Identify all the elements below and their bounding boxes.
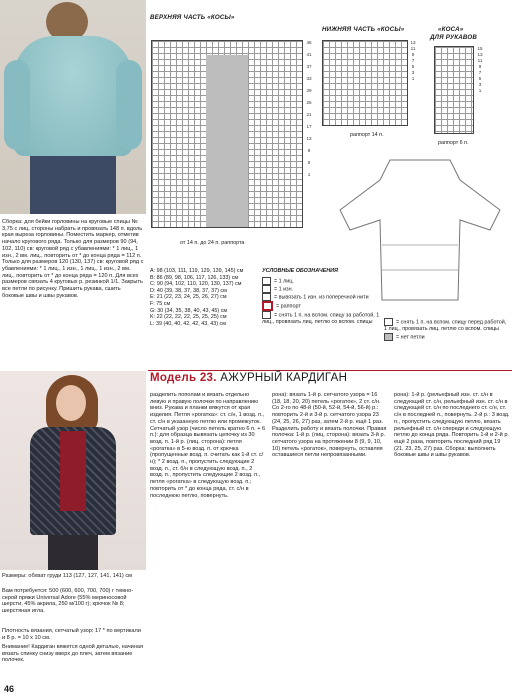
sleeve-cable-chart: [434, 46, 474, 134]
legend: [262, 268, 382, 325]
measurement-a: A: 98 (103, 111, 119, 129, 139, 145) см: [150, 268, 244, 274]
model-header-rule: [148, 370, 512, 371]
sweater-back: [14, 36, 132, 156]
measurement-l: L: 39 (40, 40, 42, 42, 43, 43) см: [150, 320, 226, 327]
instructions-column-2: рона): вязать 1-й р. сетчатого узора = 16 (18, 18, 20, 20) петель «рогаток», 2 ст. с/н. Со 2-го по 48-й (50-й, 52-й, 54-й, 56-й) р.: повторить 2-й и 3-й р. сетчатого узора 23 (24, 25, 26, 27) раз, затем 2-й р. ещё 1 раз. Разделить работу и вязать полочки. Правая полочка: 1-й р. (лиц. сторона): вязать 3-й р. сетчатого узора на протяжении 8 (9, 9, 10, 10) петель «рогаток», повернуть, оставляя оставшиеся петли непровязанными.: [272, 392, 387, 459]
sizes-text: Размеры: обхват груди 113 (127, 127, 141, 141) см: [2, 573, 132, 579]
sleeve-chart-row-numbers: 15 13 11 9 7 5 3 1: [477, 46, 483, 93]
attention-text: Внимание! Кардиган вяжется одной деталью, начиная вязать спинку снизу вверх до плеч, затем вязание полочек.: [2, 644, 143, 664]
upper-chart-shaded-area: [206, 55, 248, 227]
measurement-k: K: 22 (22, 22, 22, 25, 25, 25) см: [150, 314, 227, 321]
legend-item-repeat: = раппорт: [262, 301, 382, 311]
sleeve-chart-title-2: ДЛЯ РУКАВОВ: [430, 34, 478, 41]
no-stitch-symbol-icon: [384, 333, 393, 341]
measurement-d: D: 40 (39, 38, 37, 38, 37, 37) см: [150, 287, 227, 294]
model-face: [56, 385, 86, 421]
measurement-b: B: 86 (89, 98, 106, 117, 126, 133) см: [150, 274, 239, 281]
sweater-sleeve-right: [116, 60, 142, 150]
cable-right-symbol-icon: [262, 311, 271, 319]
sweater-sleeve-left: [4, 60, 30, 150]
model-name: АЖУРНЫЙ КАРДИГАН: [220, 372, 348, 384]
measurement-c: C: 90 (94, 102, 110, 120, 130, 137) см: [150, 281, 242, 288]
upper-chart-caption: от 14 п. до 24 п. раппорта: [180, 240, 245, 246]
purl-symbol-icon: [262, 285, 271, 293]
legend-item-cable-right: = снять 1 п. на вспом. спицу за работой, 1 лиц., провязать лиц. петлю со вспом. спицы: [262, 312, 380, 325]
increase-symbol-icon: [262, 293, 271, 301]
page-number: 46: [4, 684, 15, 694]
repeat-symbol-icon: [262, 301, 273, 311]
legend-title: УСЛОВНЫЕ ОБОЗНАЧЕНИЯ: [262, 268, 338, 274]
measurement-g: G: 30 (34, 35, 38, 40, 43, 45) см: [150, 307, 228, 314]
upper-chart-row-numbers: 45 41 37 33 29 25 21 17 13 9 5 1: [306, 40, 312, 177]
sleeve-chart-caption: раппорт 6 п.: [438, 140, 469, 146]
legend-item-no-stitch: = нет петли: [384, 333, 510, 341]
assembly-text: Сборка: для бейки горловины на круговые спицы № 3,75 с лиц. стороны набрать и провязать 148 п. вдоль края выреза горловины. Поместить маркер, отметив начало кругового ряда. Только для размеров 90 (94, 102, 110) св: круговой ряд с убавлениями: * 1 лиц., 1 изн., 2 вм. лиц., повторить от * до конца ряда = 112 п. Только для размеров 120 (130, 137) св: круговой ряд с убавлениями: * 1 лиц., 1 изн., 1 лиц., 1 изн., 2 вм. лиц., повторить от * до конца ряда = 120 п. Для всех размеров связать 4 круговых р. резинкой 1/1. Закрыть все петли по рисунку. Пришить рукава, сшить боковые швы и швы рукавов.: [2, 219, 144, 299]
lower-chart-title: НИЖНЯЯ ЧАСТЬ «КОСЫ»: [322, 26, 405, 33]
instructions-column-3: рона): 1-й р. (рельефный изн. ст. с/н в следующий ст. с/н, рельефный изн. ст. с/н в следующей ст. с/н по последнего ст. с/н, ст. с/н в последней п., повернуть. 2-й р.: 3 возд. п., пропустить следующую петлю, вязать рельефный ст. с/н спереди и следующую петлю до конца ряда. Повторить 1-й и 2-й р. ещё 2 раза, повторить последний ряд 19 (21, 23, 25, 27) раз. Сборка: выполнить боковые швы и швы рукавов.: [394, 392, 510, 459]
model-header: [150, 372, 347, 384]
lower-chart-row-numbers: 13 11 9 7 5 3 1: [410, 40, 416, 81]
legend-item-knit: = 1 лиц.: [262, 277, 382, 285]
materials-text: Вам потребуется: 500 (600, 600, 700, 700) г темно-серой пряжи Universal Adore (55% мериносовой шерсти, 45% акрила, 250 м/100 г); крючок № 8; шерстяная игла.: [2, 588, 134, 615]
knit-symbol-icon: [262, 277, 271, 285]
lower-cable-chart: [322, 40, 408, 126]
measurements-list: [150, 268, 260, 327]
cable-left-symbol-icon: [384, 318, 393, 326]
trousers: [48, 535, 98, 570]
sleeve-chart-title-1: «КОСА»: [438, 26, 464, 33]
upper-cable-chart: [151, 40, 303, 228]
model-number: Модель 23.: [150, 372, 217, 384]
legend-item-increase: = вывязать 1 изн. из поперечной нити: [262, 293, 382, 301]
legend-item-cable-left: = снять 1 п. на вспом. спицу перед работой, 1 лиц., провязать лиц. петлю со вспом. спицы: [384, 319, 507, 333]
legend-item-purl: = 1 изн.: [262, 285, 382, 293]
instructions-column-1: разделить пополам и вязать отдельно левую и правую полочки по направлению вниз. Рукава и планки вяжутся от края изделия. Петля «рогатка»: ст. с/н, 1 возд. п., ст. с/н в указанную петлю или промежуток. Сетчатый узор (число петель кратно 6 п. + 6 п.): для образца вывязать цепочку из 30 возд. п. 1-й р. (лиц. сторона): петля «рогатка» в 5-ю возд. п. от крючка (пропущенные возд. п. считать как 1-й ст. с/н); * 2 возд. п., пропустить следующие 2 возд. п., ст. б/н в следующую возд. п., 2 возд. п., пропустить следующие 2 возд. п., петля «рогатка» в следующую возд. п.; повторить от * до конца ряда, ст. с/н в последнюю петлю, повернуть.: [150, 392, 266, 499]
upper-chart-title: ВЕРХНЯЯ ЧАСТЬ «КОСЫ»: [150, 14, 235, 21]
density-text: Плотность вязания, сетчатый узор: 17 * по вертикали и 8 р. = 10 х 10 см.: [2, 628, 141, 641]
lower-chart-caption: раппорт 14 п.: [350, 132, 384, 138]
legend-extra: [384, 318, 510, 341]
jeans: [30, 156, 116, 214]
cardigan-photo: [0, 371, 146, 570]
measurement-e: E: 21 (22, 23, 24, 25, 26, 27) см: [150, 294, 227, 301]
red-top: [60, 431, 86, 511]
sweater-photo: [0, 0, 146, 214]
measurement-f: F: 75 см: [150, 300, 171, 307]
